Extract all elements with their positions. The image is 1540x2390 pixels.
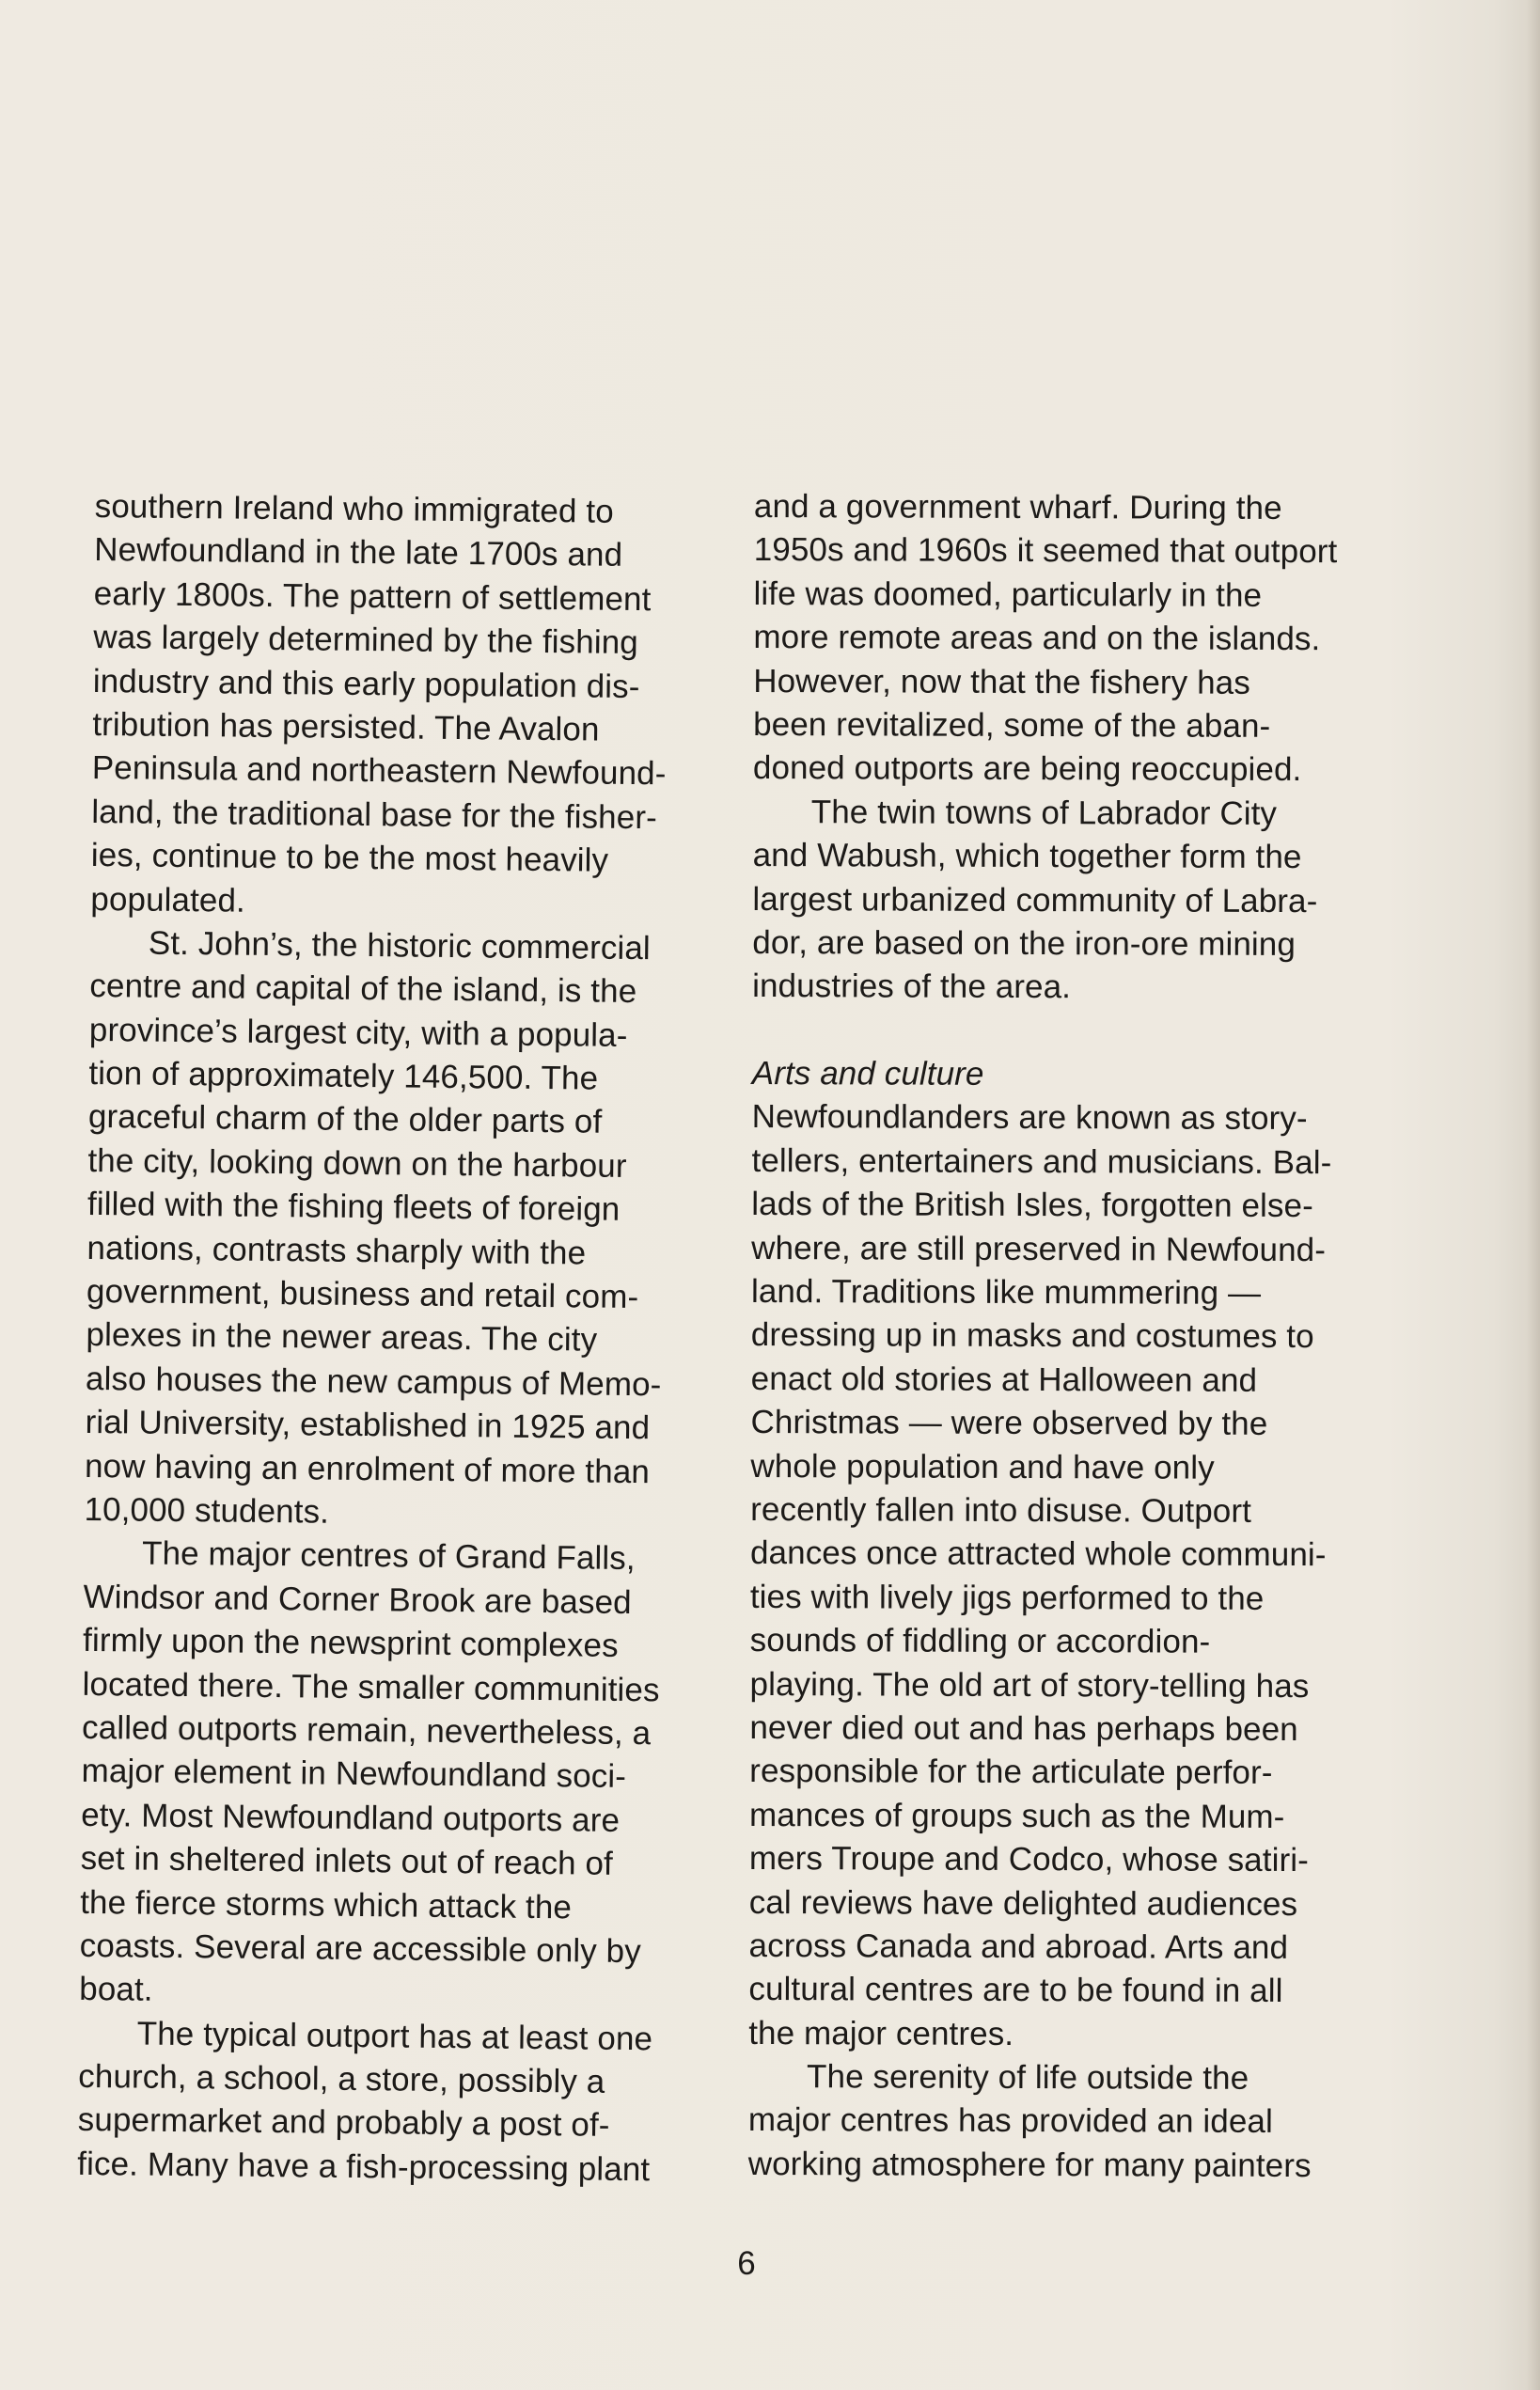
text-line: playing. The old art of story-telling has [749, 1665, 1310, 1705]
text-line: where, are still preserved in Newfound- [751, 1229, 1327, 1268]
text-line: Christmas — were observed by the [750, 1404, 1268, 1443]
text-line: Windsor and Corner Brook are based [83, 1578, 632, 1621]
text-line: ies, continue to be the most heavily [90, 837, 609, 879]
text-line: boat. [79, 1971, 153, 2009]
right-text-column [748, 485, 1412, 2189]
text-line: and Wabush, which together form the [752, 837, 1302, 876]
text-line: rial University, established in 1925 and [85, 1404, 651, 1447]
text-line: dor, are based on the iron-ore mining [752, 923, 1296, 963]
text-line: cultural centres are to be found in all [748, 1971, 1283, 2010]
text-line: now having an enrolment of more than [84, 1447, 651, 1490]
text-line: also houses the new campus of Memo- [85, 1360, 662, 1404]
page-number: 6 [737, 2245, 756, 2282]
text-line: recently fallen into disuse. Outport [750, 1490, 1252, 1530]
text-line: Newfoundland in the late 1700s and [94, 531, 623, 574]
text-line: never died out and has perhaps been [749, 1708, 1298, 1748]
text-line: working atmosphere for many painters [747, 2145, 1312, 2184]
text-line: nations, contrasts sharply with the [86, 1229, 587, 1272]
text-line: supermarket and probably a post of- [77, 2101, 610, 2145]
text-line: land. Traditions like mummering — [750, 1273, 1262, 1312]
text-line: mances of groups such as the Mum- [748, 1796, 1285, 1835]
text-line: tellers, entertainers and musicians. Bal- [751, 1141, 1332, 1182]
text-line: whole population and have only [750, 1447, 1215, 1486]
text-line: largest urbanized community of Labra- [752, 880, 1318, 920]
text-line: industries of the area. [752, 967, 1072, 1006]
text-line: lads of the British Isles, forgotten else- [751, 1186, 1313, 1225]
text-line: enact old stories at Halloween and [750, 1360, 1258, 1399]
text-line: dances once attracted whole communi- [749, 1534, 1327, 1574]
text-line: plexes in the newer areas. The city [86, 1316, 598, 1360]
text-line: the major centres. [748, 2014, 1014, 2052]
text-line: The twin towns of Labrador City [810, 793, 1278, 832]
text-line: centre and capital of the island, is the [89, 967, 637, 1011]
text-line: Peninsula and northeastern Newfound- [91, 749, 667, 793]
text-line: populated. [90, 880, 246, 920]
text-line: graceful charm of the older parts of [87, 1098, 603, 1141]
text-line: government, business and retail com- [86, 1272, 639, 1316]
text-line: located there. The smaller communities [82, 1665, 660, 1708]
text-line: However, now that the fishery has [753, 662, 1250, 701]
text-line: doned outports are being reoccupied. [752, 749, 1302, 789]
text-line: called outports remain, nevertheless, a [81, 1708, 652, 1753]
text-line: St. John’s, the historic commercial [148, 924, 651, 967]
page-spine-shadow [1527, 0, 1540, 2390]
section-heading: Arts and culture [751, 1055, 984, 1093]
text-line: ety. Most Newfoundland outports are [80, 1796, 621, 1839]
text-line: life was doomed, particularly in the [753, 574, 1263, 614]
text-line: Newfoundlanders are known as story- [751, 1098, 1308, 1138]
text-line: cal reviews have delighted audiences [748, 1883, 1298, 1923]
text-line: and a government wharf. During the [753, 488, 1282, 527]
text-line: dressing up in masks and costumes to [750, 1316, 1314, 1356]
text-line: The major centres of Grand Falls, [141, 1534, 636, 1578]
text-line: land, the traditional base for the fisher- [91, 793, 658, 837]
text-line: been revitalized, some of the aban- [753, 705, 1271, 745]
text-line: set in sheltered inlets out of reach of [80, 1840, 614, 1882]
text-line: early 1800s. The pattern of settlement [93, 574, 652, 618]
text-line: was largely determined by the fishing [93, 619, 639, 662]
text-line: province’s largest city, with a popula- [88, 1011, 628, 1054]
text-line: 10,000 students. [84, 1490, 330, 1531]
blank-line [752, 1009, 1410, 1055]
text-line: tion of approximately 146,500. The [88, 1055, 599, 1097]
left-text-column [77, 485, 753, 2193]
text-line: major element in Newfoundland soci- [81, 1753, 627, 1796]
text-line: The serenity of life outside the [807, 2058, 1249, 2097]
text-line: industry and this early population dis- [92, 662, 640, 705]
text-line: church, a school, a store, possibly a [78, 2057, 605, 2100]
text-line: major centres has provided an ideal [747, 2101, 1273, 2141]
text-line: the fierce storms which attack the [80, 1883, 573, 1926]
text-line: firmly upon the newsprint complexes [82, 1622, 619, 1665]
text-line: ties with lively jigs performed to the [749, 1578, 1265, 1617]
text-line: The typical outport has at least one [136, 2015, 653, 2057]
text-line: tribution has persisted. The Avalon [92, 705, 600, 748]
text-line: more remote areas and on the islands. [753, 619, 1321, 658]
text-line: fice. Many have a fish-processing plant [77, 2145, 651, 2189]
text-line: the city, looking down on the harbour [87, 1141, 627, 1185]
text-line: filled with the fishing fleets of foreign [86, 1186, 621, 1229]
text-line: southern Ireland who immigrated to [94, 487, 614, 530]
text-line: 1950s and 1960s it seemed that outport [753, 531, 1338, 571]
text-line: sounds of fiddling or accordion- [749, 1622, 1211, 1660]
text-line: across Canada and abroad. Arts and [748, 1926, 1289, 1966]
text-line: responsible for the articulate perfor- [749, 1753, 1273, 1792]
text-line: coasts. Several are accessible only by [79, 1926, 642, 1971]
text-line: mers Troupe and Codco, whose satiri- [748, 1840, 1309, 1879]
